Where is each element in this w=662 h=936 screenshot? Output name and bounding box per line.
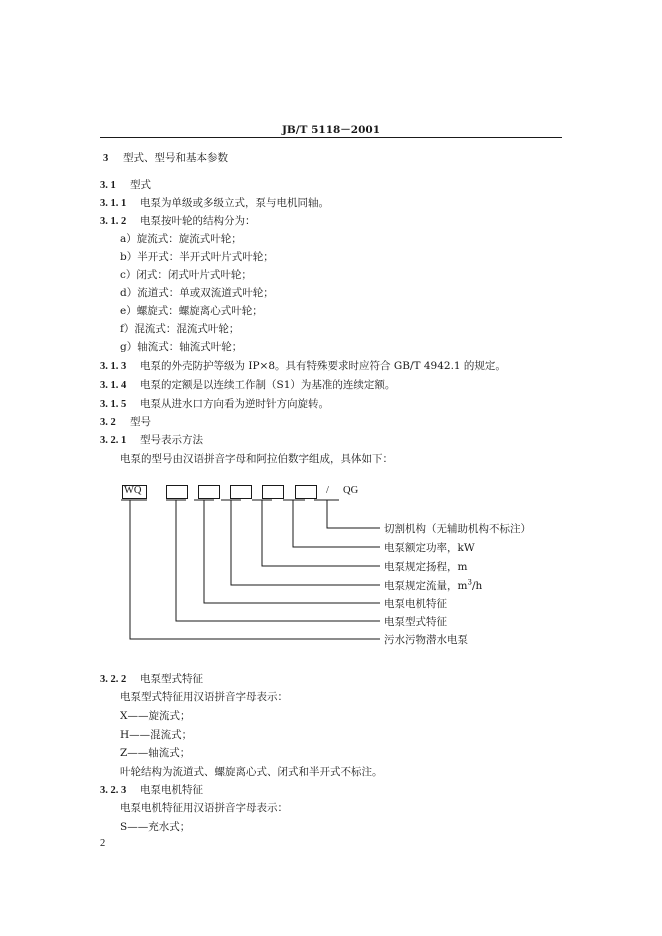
clause-3-2-2-line: 叶轮结构为流道式、螺旋离心式、闭式和半开式不标注。	[120, 766, 383, 778]
impeller-list-item: a）旋流式：旋流式叶轮；	[120, 233, 242, 245]
diagram-label-power: 电泵额定功率，kW	[384, 542, 475, 554]
leader-line-cutting	[327, 500, 380, 528]
head-box	[262, 485, 284, 499]
impeller-list-item: g）轴流式：轴流式叶轮；	[120, 341, 243, 353]
section-title: 型号	[130, 416, 151, 428]
flow-box	[230, 485, 252, 499]
motor-box	[198, 485, 220, 499]
clause-number: 3. 1. 2	[100, 216, 127, 227]
clause-3-2-2-line: 电泵型式特征用汉语拼音字母表示：	[120, 691, 288, 703]
clause-3-2-2	[100, 671, 203, 686]
clause-number: 3. 2. 3	[100, 785, 127, 796]
clause-text: 电泵从进水口方向看为逆时针方向旋转。	[140, 398, 329, 410]
leader-line-series	[130, 500, 380, 639]
section-number: 3. 1	[100, 180, 116, 191]
clause-3-2-2-line: X——旋流式；	[120, 710, 191, 722]
clause-title: 电泵电机特征	[140, 784, 203, 796]
clause-number: 3. 2. 1	[100, 435, 127, 446]
flow-unit-sup: 3	[467, 578, 472, 587]
leader-line-motor	[204, 500, 380, 603]
clause-3-2-3	[100, 782, 203, 797]
leader-line-head	[262, 500, 380, 566]
slash: /	[326, 485, 329, 496]
prefix-code: WQ	[124, 485, 142, 496]
leader-line-flow	[231, 500, 380, 585]
diagram-label-flow	[384, 578, 482, 593]
clause-text: 电泵的外壳防护等级为 IP×8。具有特殊要求时应符合 GB/T 4942.1 的规定。	[140, 360, 506, 372]
section-number: 3	[103, 153, 109, 164]
diagram-label-type: 电泵型式特征	[384, 616, 447, 628]
page-number: 2	[100, 838, 106, 849]
clause-number: 3. 1. 1	[100, 198, 127, 209]
clause-3-2-2-line: Z——轴流式；	[120, 747, 191, 759]
clause-number: 3. 1. 3	[100, 361, 127, 372]
clause-text: 电泵按叶轮的结构分为：	[140, 215, 256, 227]
clause-3-2-1-text: 电泵的型号由汉语拼音字母和阿拉伯数字组成，具体如下：	[120, 453, 393, 465]
diagram-label-series: 污水污物潜水电泵	[384, 634, 468, 646]
power-box	[295, 485, 317, 499]
diagram-label-cutting: 切割机构（无辅助机构不标注）	[384, 523, 531, 535]
flow-label-text: 电泵规定流量，m	[384, 580, 468, 592]
flow-unit-tail: /h	[471, 580, 483, 592]
section-title: 型式	[130, 179, 151, 191]
leader-line-power	[293, 500, 380, 547]
impeller-list-item: b）半开式：半开式叶片式叶轮；	[120, 251, 274, 263]
running-header: JB/T 5118－2001	[281, 124, 381, 136]
clause-number: 3. 1. 5	[100, 399, 127, 410]
clause-3-2-3-line: 电泵电机特征用汉语拼音字母表示：	[120, 802, 288, 814]
suffix-code: QG	[343, 485, 359, 496]
impeller-list-item: c）闭式：闭式叶片式叶轮；	[120, 269, 252, 281]
clause-title: 电泵型式特征	[140, 673, 203, 685]
clause-title: 型号表示方法	[140, 434, 203, 446]
clause-text: 电泵为单级或多级立式，泵与电机同轴。	[140, 197, 329, 209]
clause-3-2-3-line: S——充水式；	[120, 821, 191, 833]
diagram-label-motor: 电泵电机特征	[384, 598, 447, 610]
section-number: 3. 2	[100, 417, 116, 428]
impeller-list-item: f）混流式：混流式叶轮；	[120, 323, 240, 335]
type-box	[166, 485, 188, 499]
clause-3-2-2-line: H——混流式；	[120, 729, 193, 741]
section-title: 型式、型号和基本参数	[123, 152, 228, 164]
clause-number: 3. 2. 2	[100, 674, 127, 685]
impeller-list-item: e）螺旋式：螺旋离心式叶轮；	[120, 305, 263, 317]
diagram-label-head: 电泵规定扬程，m	[384, 561, 468, 573]
clause-number: 3. 1. 4	[100, 380, 127, 391]
clause-text: 电泵的定额是以连续工作制（S1）为基准的连续定额。	[140, 379, 396, 391]
impeller-list-item: d）流道式：单或双流道式叶轮；	[120, 287, 274, 299]
